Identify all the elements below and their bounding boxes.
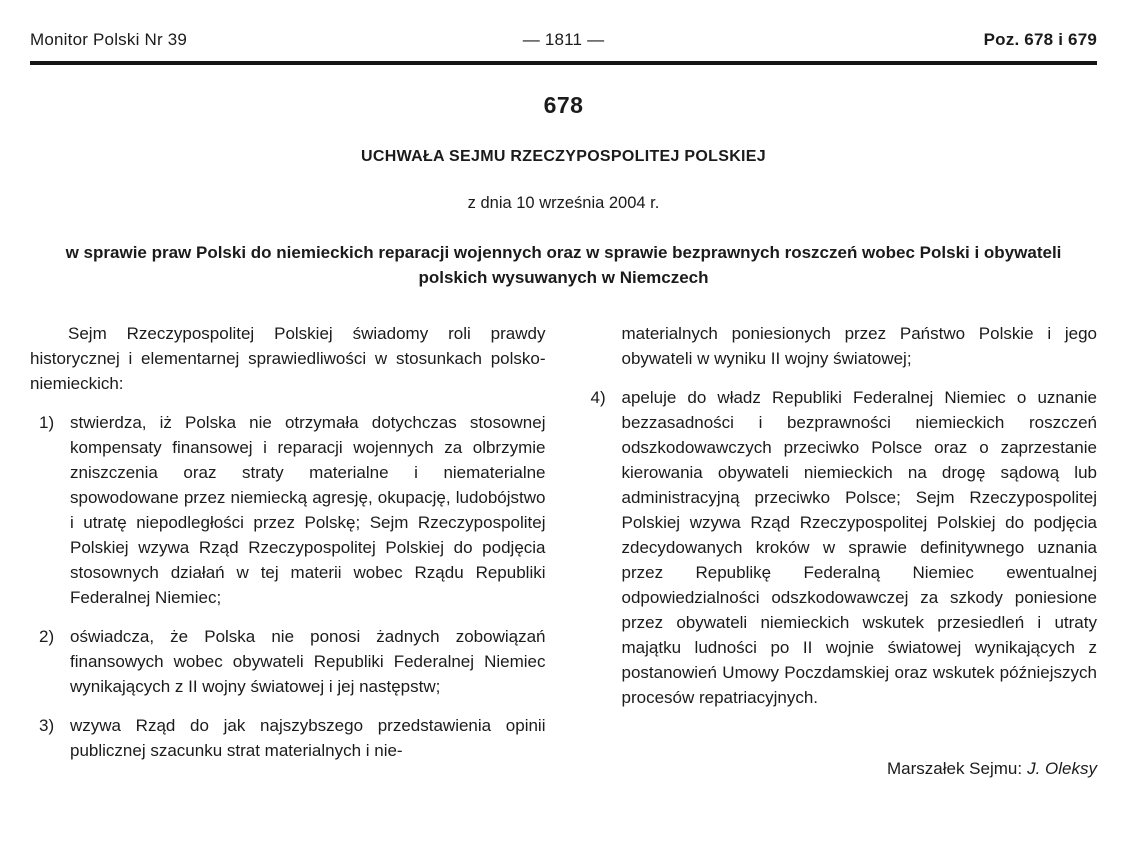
body-columns (30, 321, 1097, 781)
act-title: UCHWAŁA SEJMU RZECZYPOSPOLITEJ POLSKIEJ (361, 148, 766, 165)
signature-line (582, 756, 1098, 781)
item-1-text: stwierdza, iż Polska nie otrzymała dotychczas stosownej kompensaty finansowej i reparacji wojennych za olbrzymie zniszczenia oraz straty materialne i niematerialne spowodowane przez niemiecką agresję, okupację, ludobójstwo i utratę niepodległości przez Polskę; Sejm Rzeczypospolitej Polskiej wzywa Rząd Rzeczypospolitej Polskiej do podjęcia stosownych działań w tej materii wobec Rządu Republiki Federalnej Niemiec; (70, 413, 546, 607)
item-3-text: wzywa Rząd do jak najszybszego przedstawienia opinii publicznej szacunku strat materialnych i nie- (70, 716, 546, 760)
list-item-1 (30, 410, 546, 610)
journal-title: Monitor Polski Nr 39 (30, 30, 188, 49)
act-subject: w sprawie praw Polski do niemieckich reparacji wojennych oraz w sprawie bezprawnych roszczeń wobec Polski i obywateli polskich wysuwanych w Niemczech (65, 243, 1062, 287)
item-4-text: apeluje do władz Republiki Federalnej Niemiec o uznanie bezzasadności i bezprawności niemieckich roszczeń odszkodowawczych przeciwko Polsce oraz o zaprzestanie kierowania obywateli niemieckich na drogę sądową lub administracyjną przeciwko Polsce; Sejm Rzeczypospolitej Polskiej wzywa Rząd Rzeczypospolitej Polskiej do podjęcia zdecydowanych kroków w sprawie definitywnego uznania przez Republikę Federalną Niemiec ewentualnej odpowiedzialności odszkodowawczej za szkody poniesione przez obywateli niemieckich wskutek przesiedleń i utraty majątku ludności po II wojnie światowej wynikających z postanowień Umowy Poczdamskiej oraz wskutek późniejszych procesów repatriacyjnych. (621, 388, 1097, 707)
preamble-paragraph: Sejm Rzeczypospolitej Polskiej świadomy roli prawdy historycznej i elementarnej sprawiedliwości w stosunkach polsko-niemieckich: (30, 324, 546, 393)
running-head (30, 30, 1097, 50)
list-item-2 (30, 624, 546, 699)
left-column (30, 321, 546, 781)
page-number: — 1811 — (522, 30, 605, 49)
item-3-number: 3) (39, 716, 55, 735)
signature-name: J. Oleksy (1027, 759, 1097, 778)
item-2-number: 2) (39, 627, 55, 646)
list-item-4 (582, 385, 1098, 710)
act-date-line: z dnia 10 września 2004 r. (467, 194, 660, 212)
item-2-text: oświadcza, że Polska nie ponosi żadnych zobowiązań finansowych wobec obywateli Republiki Federalnej Niemiec wynikających z II wojny światowej i jej następstw; (70, 627, 546, 696)
list-item-3 (30, 713, 546, 763)
right-column (582, 321, 1098, 781)
item-1-number: 1) (39, 413, 55, 432)
item-4-number: 4) (590, 388, 606, 407)
signature-label: Marszałek Sejmu: (886, 759, 1023, 778)
position-reference: Poz. 678 i 679 (983, 30, 1098, 49)
header-divider (30, 61, 1097, 65)
act-number: 678 (543, 92, 584, 118)
item-3-continuation: materialnych poniesionych przez Państwo Polskie i jego obywateli w wyniku II wojny światowej; (621, 324, 1097, 368)
